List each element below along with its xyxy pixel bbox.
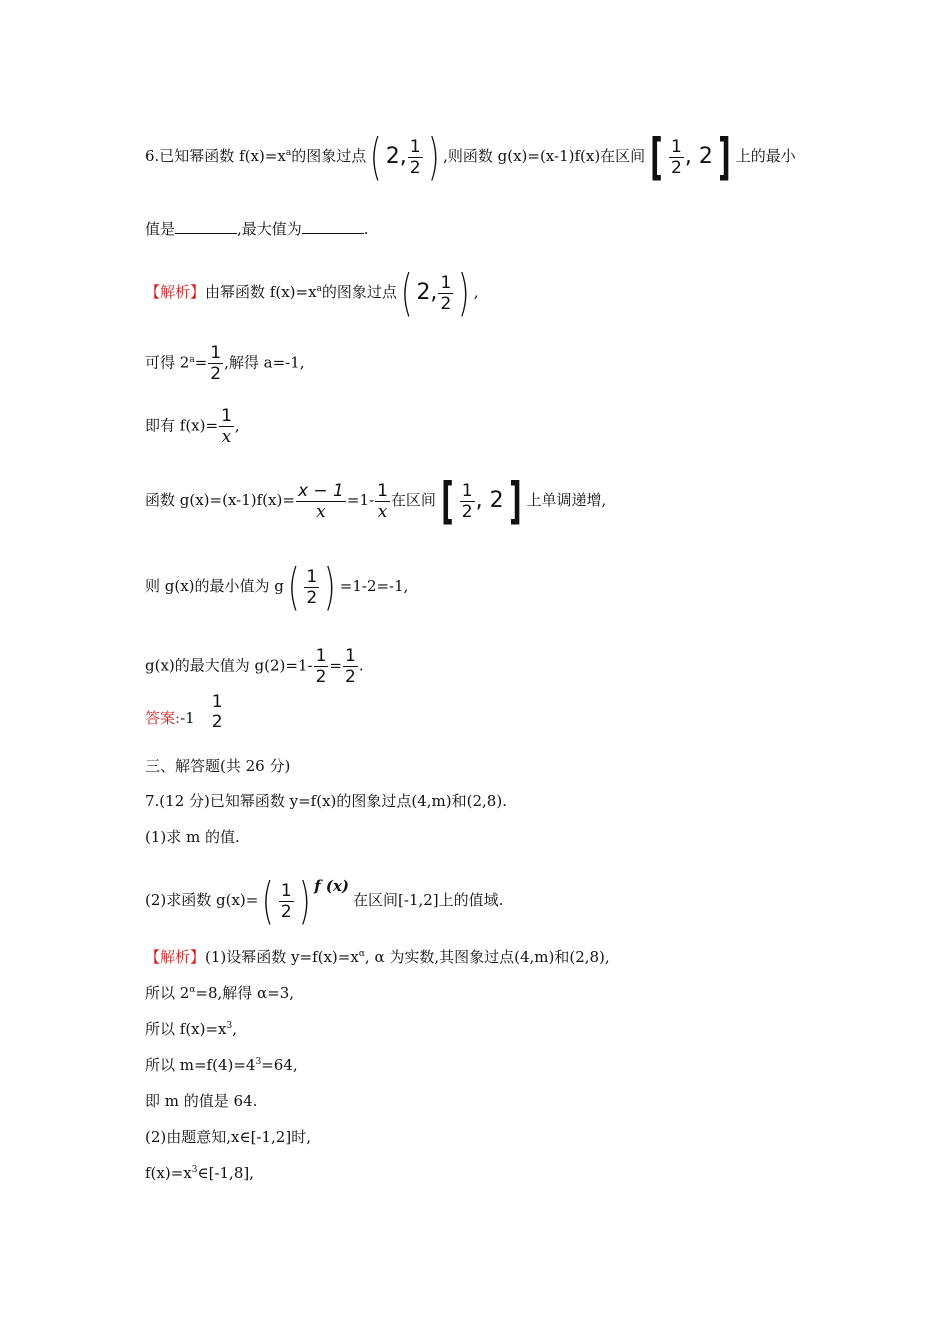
fraction-den: 2 — [344, 667, 356, 687]
point-x: 2, — [416, 280, 438, 305]
answer-value: -1 — [180, 709, 195, 727]
left-bracket: [ — [441, 472, 454, 530]
q6-prefix: 6.已知幂函数 f(x)=x — [145, 147, 286, 165]
fraction-half — [343, 646, 358, 687]
q7-line — [145, 792, 507, 810]
sol6-l6-b: = — [329, 656, 342, 675]
fraction-num: 1 — [306, 566, 318, 587]
fraction-half — [460, 481, 475, 522]
fraction-half-answer — [210, 692, 225, 732]
fraction-num: 1 — [377, 480, 388, 501]
q7-part1 — [145, 828, 240, 846]
fraction-num: 1 — [221, 406, 232, 426]
sol7-l7-a: f(x)=x — [145, 1164, 192, 1182]
q6-mid1: 的图象过点 — [291, 147, 367, 165]
fraction-den: x — [316, 501, 326, 522]
left-paren: ( — [400, 264, 413, 322]
sol6-l1-a: 由幂函数 f(x)=x — [205, 283, 317, 301]
q6-line2-b: ,最大值为 — [237, 220, 302, 238]
sol7-l3-sup: 3 — [226, 1021, 233, 1031]
fraction-one-over-x — [375, 481, 390, 522]
fraction-half — [279, 881, 294, 922]
fraction-num: x − 1 — [296, 481, 346, 502]
analysis-tag: 【解析】 — [145, 283, 206, 301]
sol6-l6-a: g(x)的最大值为 g(2)=1- — [145, 656, 313, 675]
sol6-l4-a: 函数 g(x)=(x-1)f(x)= — [145, 491, 295, 509]
sol7-l1-a: (1)设幂函数 y=f(x)=x — [205, 948, 359, 966]
sol6-l3-a: 即有 f(x)= — [145, 416, 219, 435]
sol7-l5: 即 m 的值是 64. — [145, 1092, 258, 1110]
left-paren: ( — [287, 558, 300, 616]
q6-suffix: 上的最小 — [735, 147, 796, 165]
q7-1-text: (1)求 m 的值. — [145, 828, 240, 846]
sol6-l4-b: =1- — [346, 491, 375, 509]
q6-mid2: ,则函数 g(x)=(x-1)f(x)在区间 — [443, 147, 646, 165]
q6-line1 — [145, 128, 796, 186]
right-bracket: ] — [508, 472, 522, 530]
fraction-half — [208, 343, 223, 384]
interval-end: , 2 — [475, 488, 504, 513]
fraction-num: 1 — [461, 480, 473, 501]
fraction-den: 2 — [210, 364, 222, 384]
fraction-half — [438, 273, 453, 314]
sol7-l1-sup: α — [358, 949, 365, 959]
answer-blank-min[interactable] — [175, 219, 237, 234]
fraction-den: 2 — [440, 293, 452, 314]
fraction-den: 2 — [409, 157, 421, 178]
sol7-l2-a: 所以 2 — [145, 984, 190, 1002]
q6-line2-a: 值是 — [145, 220, 176, 238]
sol6-l1-sup: a — [316, 284, 322, 294]
fraction-num: 1 — [409, 136, 421, 157]
sol6-l5-b: =1-2=-1, — [339, 577, 409, 595]
sol6-l2-b: ,解得 a=-1, — [224, 353, 305, 372]
sol7-line5 — [145, 1092, 257, 1110]
sol7-l3-b: , — [232, 1020, 238, 1038]
fraction-den: 2 — [461, 501, 473, 522]
sol6-line6 — [145, 646, 364, 687]
fraction-den: 2 — [315, 667, 327, 687]
q6-line2 — [145, 219, 369, 238]
fraction-den: x — [377, 501, 388, 522]
sol7-l7-b: ∈[-1,8], — [197, 1164, 254, 1182]
q6-sup: a — [285, 148, 292, 158]
part3-heading: 三、解答题(共 26 分) — [145, 757, 291, 775]
sol6-l2-sup: a — [189, 354, 195, 365]
sol6-l2-a: 可得 2 — [145, 353, 190, 372]
sol7-l4-a: 所以 m=f(4)=4 — [145, 1056, 256, 1074]
fraction-num: 1 — [210, 343, 222, 363]
fraction-num: 1 — [440, 272, 452, 293]
right-bracket: ] — [718, 128, 731, 186]
analysis-tag: 【解析】 — [145, 948, 206, 966]
q6-interval-end: , 2 — [684, 144, 713, 169]
sol6-l3-end: , — [234, 416, 240, 435]
sol6-line5 — [145, 558, 409, 616]
sol6-l6-c: . — [358, 656, 364, 675]
q6-line2-c: . — [363, 220, 369, 238]
sol7-l2-b: =8,解得 α=3, — [195, 984, 295, 1002]
sol7-l3-a: 所以 f(x)=x — [145, 1020, 227, 1038]
sol7-l7-sup: 3 — [191, 1165, 198, 1175]
sol7-l1-b: , α 为实数,其图象过点(4,m)和(2,8), — [364, 948, 610, 966]
q7-2-a: (2)求函数 g(x)= — [145, 891, 259, 909]
fraction-half — [408, 137, 423, 178]
fraction-num: 1 — [280, 880, 292, 901]
sol6-answer — [145, 692, 226, 732]
q7-text: 7.(12 分)已知幂函数 y=f(x)的图象过点(4,m)和(2,8). — [145, 792, 507, 810]
sol7-line2 — [145, 984, 294, 1005]
fraction-half — [314, 646, 329, 687]
sol6-l5-a: 则 g(x)的最小值为 g — [145, 577, 284, 595]
sol6-l4-d: 上单调递增, — [526, 491, 607, 509]
fraction-num: 1 — [211, 692, 223, 712]
sol6-l4-c: 在区间 — [390, 491, 436, 509]
q7-2-b: 在区间[-1,2]上的值域. — [353, 891, 504, 909]
sol6-line1 — [145, 264, 479, 322]
section-heading — [145, 757, 290, 775]
sol7-l6: (2)由题意知,x∈[-1,2]时, — [145, 1128, 311, 1146]
sol7-l4-sup: 3 — [255, 1057, 262, 1067]
fraction-den: 2 — [211, 712, 223, 732]
q7-part2 — [145, 872, 504, 930]
fraction-num: 1 — [344, 646, 356, 666]
sol7-line3 — [145, 1020, 237, 1041]
q6-point-x: 2, — [385, 144, 407, 169]
fraction-half — [304, 567, 319, 608]
answer-blank-max[interactable] — [302, 219, 364, 234]
right-paren: ) — [324, 558, 336, 616]
fraction-num: 1 — [671, 136, 682, 157]
sol6-l2-eq: = — [194, 353, 208, 372]
sol6-line4 — [145, 472, 607, 530]
sol7-l4-b: =64, — [261, 1056, 298, 1074]
sol6-l1-end: , — [473, 283, 479, 301]
sol7-line7 — [145, 1164, 254, 1185]
fraction-half — [669, 137, 684, 178]
fraction-one-over-x — [219, 406, 234, 447]
sol7-l2-sup: α — [189, 985, 196, 995]
sol6-line2 — [145, 343, 305, 384]
sol7-line6 — [145, 1128, 311, 1146]
right-paren: ) — [298, 872, 311, 930]
fraction-den: 2 — [306, 587, 318, 608]
answer-label: 答案: — [145, 709, 181, 727]
fraction-den: 2 — [671, 157, 682, 178]
fraction-num: 1 — [315, 646, 327, 666]
left-paren: ( — [262, 872, 274, 930]
q7-2-exponent: f (x) — [314, 877, 350, 895]
left-paren: ( — [370, 128, 382, 186]
right-paren: ) — [458, 264, 470, 322]
fraction-den: 2 — [280, 901, 292, 922]
sol6-l1-b: 的图象过点 — [321, 283, 397, 301]
fraction-x-minus-1-over-x — [296, 481, 346, 522]
right-paren: ) — [427, 128, 440, 186]
left-bracket: [ — [650, 128, 663, 186]
fraction-den: x — [221, 427, 232, 447]
sol7-line1 — [145, 948, 610, 969]
sol6-line3 — [145, 406, 240, 447]
sol7-line4 — [145, 1056, 298, 1077]
